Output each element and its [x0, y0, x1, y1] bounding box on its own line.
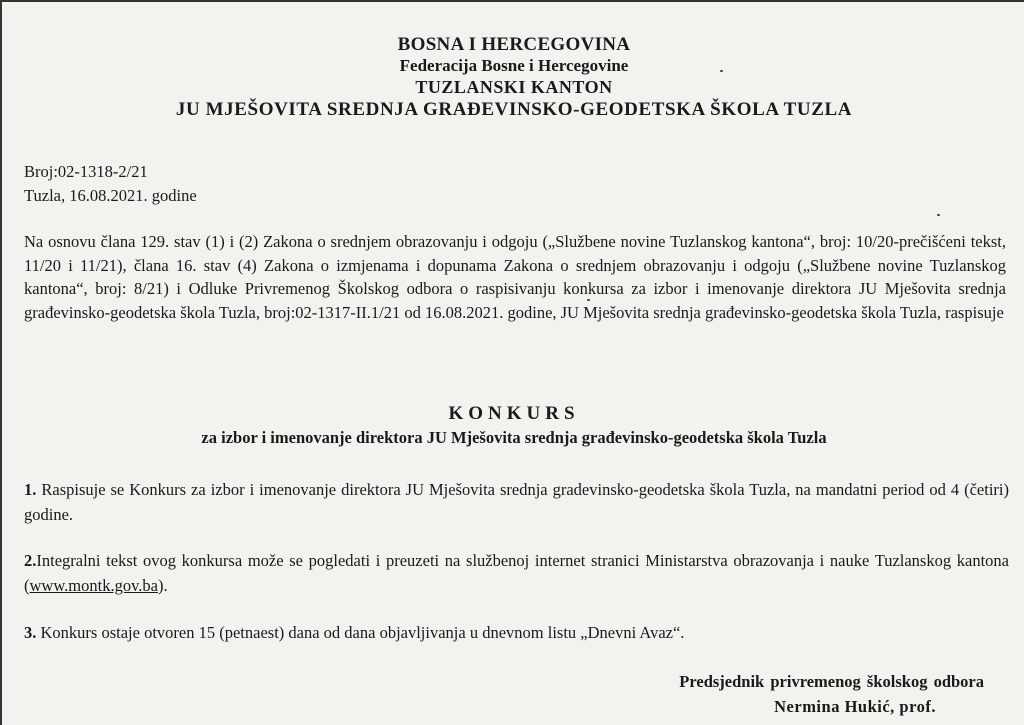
- header-school: JU MJEŠOVITA SREDNJA GRAĐEVINSKO-GEODETSKA ŠKOLA TUZLA: [175, 99, 853, 120]
- point-text: Raspisuje se Konkurs za izbor i imenovanje direktora JU Mješovita srednja gradevinsko-geodetska škola Tuzla, na mandatni period od 4 (četiri) godine.: [24, 480, 1009, 524]
- scan-speck: [937, 214, 940, 216]
- point-number: 1.: [24, 480, 37, 499]
- point-3: [24, 620, 1009, 645]
- reference-number: Broj:02-1318-2/21: [24, 162, 148, 181]
- ministry-website-link[interactable]: www.montk.gov.ba: [29, 576, 158, 595]
- point-text: Konkurs ostaje otvoren 15 (petnaest) dana od dana objavljivanja u dnevnom listu „Dnevni Avaz“.: [36, 623, 685, 642]
- place-date: Tuzla, 16.08.2021. godine: [24, 186, 197, 205]
- signatory-role: Predsjednik privremenog školskog odbora: [679, 672, 984, 691]
- document-meta: [24, 160, 197, 208]
- konkurs-subtitle: za izbor i imenovanje direktora JU Mješovita srednja građevinsko-geodetska škola Tuzla: [201, 428, 827, 447]
- scan-speck: [587, 299, 590, 301]
- signatory-name: Nermina Hukić, prof.: [774, 697, 936, 716]
- signature-block: [679, 669, 984, 719]
- scan-speck: [720, 70, 723, 72]
- header-country: BOSNA I HERCEGOVINA: [397, 34, 631, 55]
- header-canton: TUZLANSKI KANTON: [415, 77, 613, 97]
- intro-paragraph: Na osnovu člana 129. stav (1) i (2) Zakona o srednjem obrazovanju i odgoju („Službene novine Tuzlanskog kantona“, broj: 10/20-prečišćeni tekst, 11/20 i 11/21), člana 16. stav (4) Zakona o izmjenama i dopunama Zakona o srednjem obrazovanju i odgoju („Službene novine Tuzlanskog kantona“, broj: 8/21) i Odluke Privremenog Školskog odbora o raspisivanju konkursa za izbor i imenovanje direktora JU Mješovita srednja građevinsko-geodetska škola Tuzla, broj:02-1317-II.1/21 od 16.08.2021. godine, JU Mješovita srednja građevinsko-geodetska škola Tuzla, raspisuje: [24, 232, 1006, 322]
- point-number: 3.: [24, 623, 37, 642]
- point-1: [24, 477, 1009, 527]
- point-text: Integralni tekst ovog konkursa može se pogledati i preuzeti na službenoj internet stranici Ministarstva obrazovanja i nauke Tuzlanskog kantona (: [24, 551, 1009, 595]
- document-header: [2, 34, 1024, 122]
- point-2: [24, 548, 1009, 598]
- point-text-end: ).: [157, 576, 168, 595]
- header-federation: Federacija Bosne i Hercegovine: [399, 56, 629, 75]
- konkurs-title: KONKURS: [448, 403, 580, 424]
- point-number: 2.: [24, 551, 37, 570]
